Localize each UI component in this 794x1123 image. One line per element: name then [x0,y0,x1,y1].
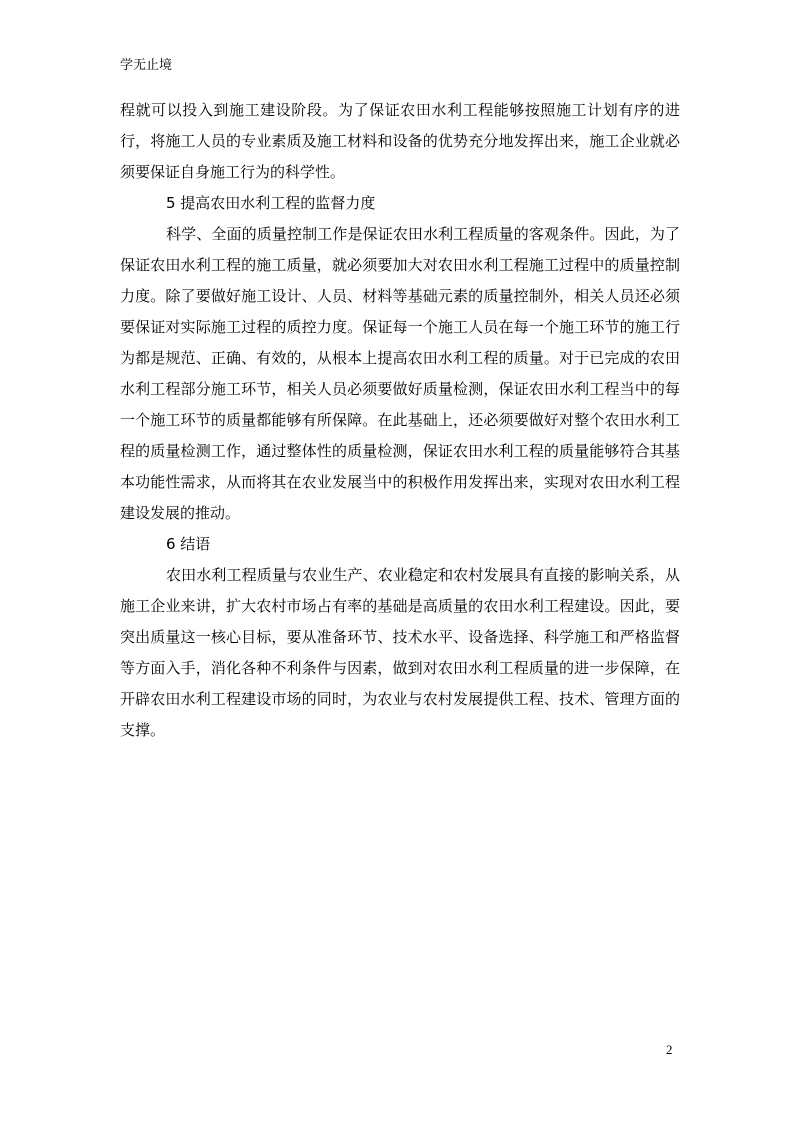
section-heading-5: 5 提高农田水利工程的监督力度 [166,194,376,212]
page-header: 学无止境 [120,58,173,73]
paragraph-supervision: 科学、全面的质量控制工作是保证农田水利工程质量的客观条件。因此，为了保证农田水利工程的施工质量，就必须要加大对农田水利工程施工过程中的质量控制力度。除了要做好施工设计、人员、材料等基础元素的质量控制外，相关人员还必须要保证对实际施工过程的质控力度。保证每一个施工人员在每一个施工环节的施工行为都是规范、正确、有效的，从根本上提高农田水利工程的质量。对于已完成的农田水利工程部分施工环节，相关人员必须要做好质量检测，保证农田水利工程当中的每一个施工环节的质量都能够有所保障。在此基础上，还必须要做好对整个农田水利工程的质量检测工作，通过整体性的质量检测，保证农田水利工程的质量能够符合其基本功能性需求，从而将其在农业发展当中的积极作用发挥出来，实现对农田水利工程建设发展的推动。 [120,225,680,522]
page-number: 2 [666,1042,673,1057]
document-body [120,95,680,746]
section-heading-6: 6 结语 [166,535,211,553]
paragraph-conclusion: 农田水利工程质量与农业生产、农业稳定和农村发展具有直接的影响关系，从施工企业来讲，扩大农村市场占有率的基础是高质量的农田水利工程建设。因此，要突出质量这一核心目标，要从准备环节、技术水平、设备选择、科学施工和严格监督等方面入手，消化各种不利条件与因素，做到对农田水利工程质量的进一步保障，在开辟农田水利工程建设市场的同时，为农业与农村发展提供工程、技术、管理方面的支撑。 [120,566,680,739]
paragraph-continuation: 程就可以投入到施工建设阶段。为了保证农田水利工程能够按照施工计划有序的进行，将施工人员的专业素质及施工材料和设备的优势充分地发挥出来，施工企业就必须要保证自身施工行为的科学性。 [120,101,680,181]
